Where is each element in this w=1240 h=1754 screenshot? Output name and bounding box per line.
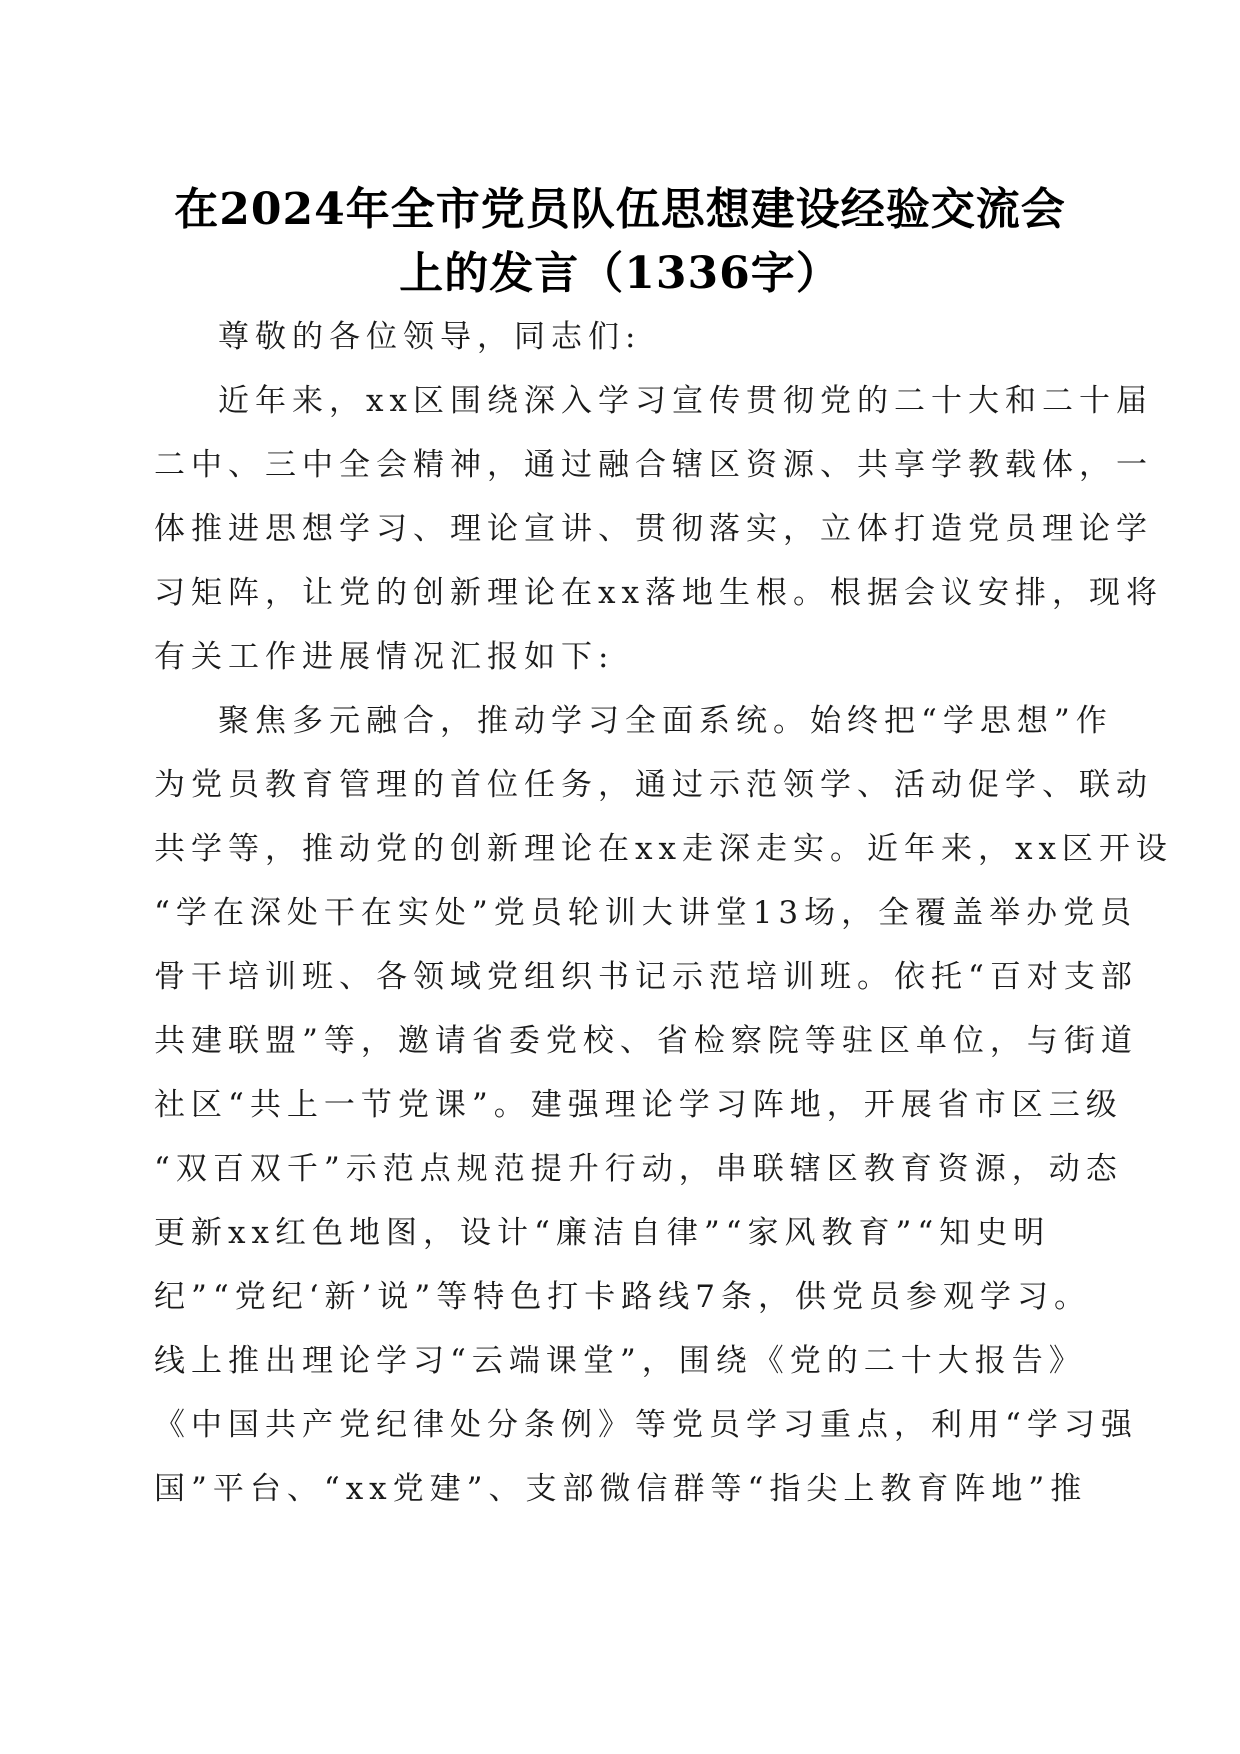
paragraph-line: “双百双千”示范点规范提升行动，串联辖区教育资源，动态 bbox=[154, 1151, 1123, 1187]
paragraph-line: 近年来，xx区围绕深入学习宣传贯彻党的二十大和二十届 bbox=[218, 383, 1153, 419]
paragraph-line: 体推进思想学习、理论宣讲、贯彻落实，立体打造党员理论学 bbox=[154, 511, 1153, 547]
paragraph-line: 有关工作进展情况汇报如下: bbox=[154, 639, 615, 675]
paragraph-line: 聚焦多元融合，推动学习全面系统。始终把“学思想”作 bbox=[218, 703, 1113, 739]
salutation: 尊敬的各位领导，同志们: bbox=[218, 319, 642, 355]
paragraph-line: 国”平台、“xx党建”、支部微信群等“指尖上教育阵地”推 bbox=[154, 1471, 1088, 1507]
paragraph-line: 二中、三中全会精神，通过融合辖区资源、共享学教载体，一 bbox=[154, 447, 1153, 483]
document-title bbox=[130, 178, 1110, 306]
paragraph-line: 纪”“党纪‘新’说”等特色打卡路线7条，供党员参观学习。 bbox=[154, 1279, 1091, 1315]
title-line: 在2024年全市党员队伍思想建设经验交流会 bbox=[174, 184, 1066, 235]
paragraph-line: 共建联盟”等，邀请省委党校、省检察院等驻区单位，与街道 bbox=[154, 1023, 1138, 1059]
paragraph-line: 社区“共上一节党课”。建强理论学习阵地，开展省市区三级 bbox=[154, 1087, 1123, 1123]
paragraph-line: “学在深处干在实处”党员轮训大讲堂13场，全覆盖举办党员 bbox=[154, 895, 1138, 931]
paragraph-line: 为党员教育管理的首位任务，通过示范领学、活动促学、联动 bbox=[154, 767, 1153, 803]
paragraph-line: 习矩阵，让党的创新理论在xx落地生根。根据会议安排，现将 bbox=[154, 575, 1163, 611]
paragraph-line: 更新xx红色地图，设计“廉洁自律”“家风教育”“知史明 bbox=[154, 1215, 1051, 1251]
title-line: 上的发言（1336字） bbox=[399, 248, 841, 299]
paragraph-line: 骨干培训班、各领域党组织书记示范培训班。依托“百对支部 bbox=[154, 959, 1138, 995]
paragraph-line: 《中国共产党纪律处分条例》等党员学习重点，利用“学习强 bbox=[154, 1407, 1138, 1443]
paragraph-line: 共学等，推动党的创新理论在xx走深走实。近年来，xx区开设 bbox=[154, 831, 1173, 867]
paragraph-line: 线上推出理论学习“云端课堂”，围绕《党的二十大报告》 bbox=[154, 1343, 1086, 1379]
